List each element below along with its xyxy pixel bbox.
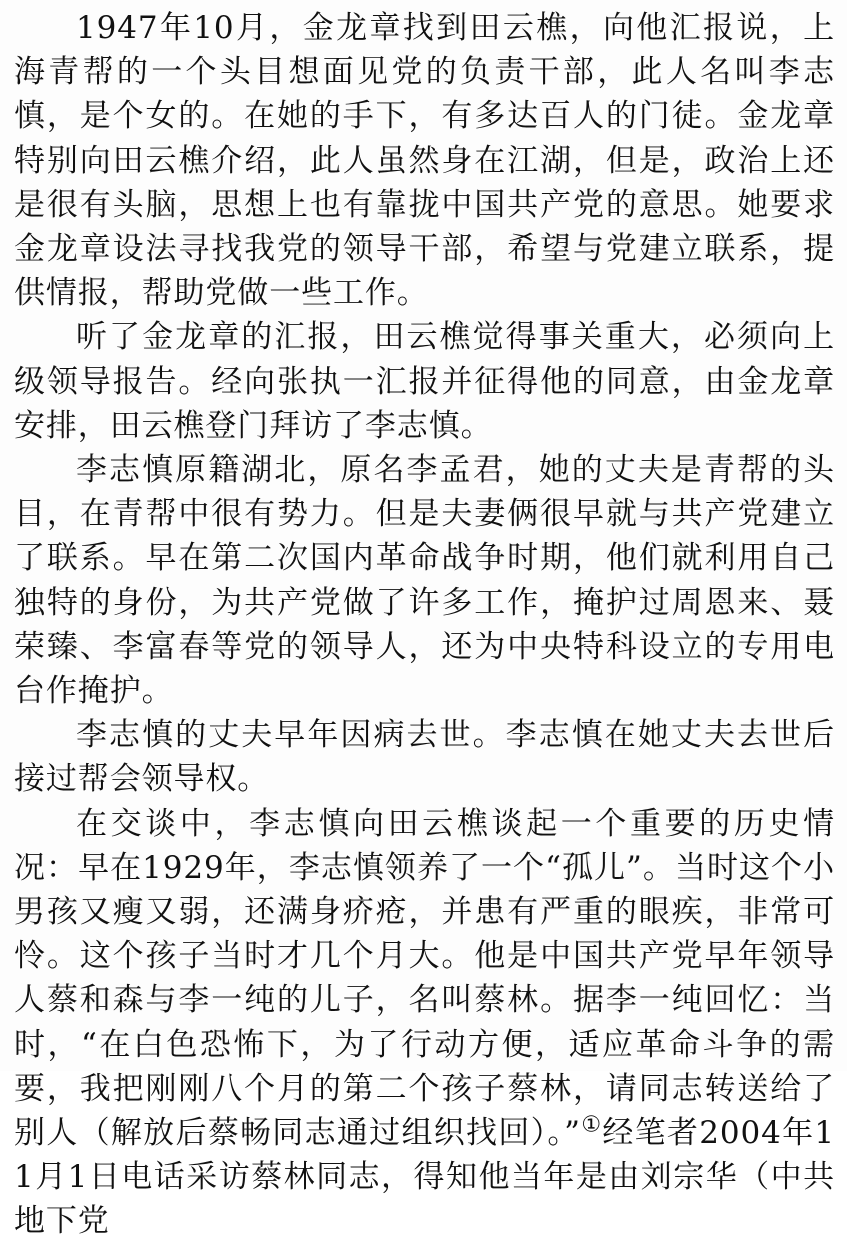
paragraph-2: 听了金龙章的汇报，田云樵觉得事关重大，必须向上级领导报告。经向张执一汇报并征得他的同意，由金龙章安排，田云樵登门拜访了李志慎。 — [14, 319, 835, 444]
paragraph-5-text: 在交谈中，李志慎向田云樵谈起一个重要的历史情况：早在1929年，李志慎领养了一个“孤儿”。当时这个小男孩又瘦又弱，还满身疥疮，并患有严重的眼疾，非常可怜。这个孩子当时才几个月大。他是中国共产党早年领导人蔡和森与李一纯的儿子，名叫蔡林。据李一纯回忆：当时，“在白色恐怖下，为了行动方便，适应革命斗争的需要，我把刚刚八个月的第二个孩子蔡林，请同志转送给了别人（解放后蔡畅同志通过组织找回）。” — [14, 805, 835, 1152]
paragraph-5 — [14, 802, 835, 1244]
footnote-mark[interactable]: ① — [580, 1112, 603, 1138]
paragraph-5-continuation: 经笔者2004年11月1日电话采访蔡林同志，得知他当年是由刘宗华（中共地下党 — [14, 1115, 835, 1240]
paragraph-1: 1947年10月，金龙章找到田云樵，向他汇报说，上海青帮的一个头目想面见党的负责干部，此人名叫李志慎，是个女的。在她的手下，有多达百人的门徒。金龙章特别向田云樵介绍，此人虽然身在江湖，但是，政治上还是很有头脑，思想上也有靠拢中国共产党的意思。她要求金龙章设法寻找我党的领导干部，希望与党建立联系，提供情报，帮助党做一些工作。 — [14, 10, 835, 312]
paragraph-3: 李志慎原籍湖北，原名李孟君，她的丈夫是青帮的头目，在青帮中很有势力。但是夫妻俩很早就与共产党建立了联系。早在第二次国内革命战争时期，他们就利用自己独特的身份，为共产党做了许多工作，掩护过周恩来、聂荣臻、李富春等党的领导人，还为中央特科设立的专用电台作掩护。 — [14, 452, 835, 710]
paragraph-4: 李志慎的丈夫早年因病去世。李志慎在她丈夫去世后接过帮会领导权。 — [14, 717, 835, 798]
